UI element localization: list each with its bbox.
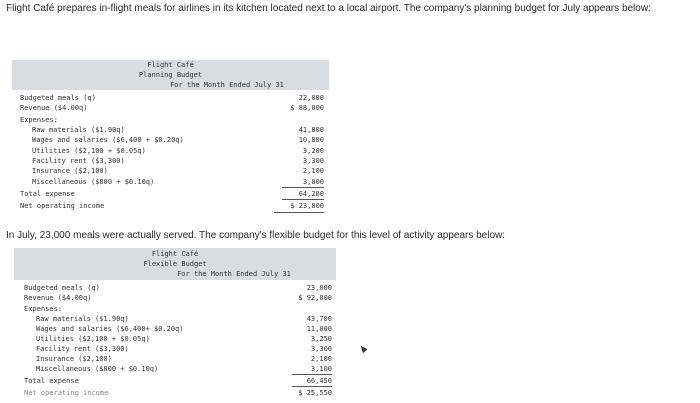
row-label: Wages and salaries ($6,400+ $0.20q) bbox=[36, 325, 184, 333]
row-label: Utilities ($2,100 + $0.05q) bbox=[36, 335, 150, 343]
row-value: $ 92,000 bbox=[298, 294, 332, 302]
row-value: 2,100 bbox=[310, 355, 332, 363]
row-value: 10,800 bbox=[298, 136, 324, 144]
row-label: Utilities ($2,100 + $0.05q) bbox=[32, 147, 146, 155]
row-label: Budgeted meals (q) bbox=[20, 94, 96, 102]
row-label: Raw materials ($1.90q) bbox=[36, 315, 129, 323]
row-value: 11,000 bbox=[306, 325, 332, 333]
row-label: Total expense bbox=[24, 377, 79, 385]
flexible-budget-title: Flight Café bbox=[151, 250, 199, 258]
row-label: Facility rent ($3,300) bbox=[32, 157, 125, 165]
row-value: 43,700 bbox=[306, 315, 332, 323]
row-label: Expenses: bbox=[24, 305, 62, 313]
row-label: Budgeted meals (q) bbox=[24, 284, 100, 292]
subtotal-rule bbox=[292, 374, 332, 375]
row-value: 3,300 bbox=[302, 157, 324, 165]
row-label: Facility rent ($3,300) bbox=[36, 345, 129, 353]
row-value: $ 88,000 bbox=[290, 104, 324, 112]
planning-budget-subtitle: Planning Budget bbox=[138, 71, 203, 79]
row-value: 3,100 bbox=[310, 365, 332, 373]
row-label: Net operating income bbox=[24, 389, 109, 397]
row-label: Insurance ($2,100) bbox=[36, 355, 112, 363]
row-value: 3,200 bbox=[302, 147, 324, 155]
row-label: Net operating income bbox=[20, 202, 105, 210]
row-value: 41,800 bbox=[298, 126, 324, 134]
row-value: $ 23,800 bbox=[290, 202, 324, 210]
row-value: 23,000 bbox=[306, 284, 332, 292]
flexible-budget-subtitle: Flexible Budget bbox=[143, 260, 207, 268]
planning-budget-period: For the Month Ended July 31 bbox=[170, 81, 284, 89]
row-value: $ 25,550 bbox=[298, 389, 332, 397]
flexible-budget-period: For the Month Ended July 31 bbox=[177, 270, 291, 278]
row-label: Miscellaneous ($800 + $0.10q) bbox=[36, 365, 159, 373]
middle-paragraph: In July, 23,000 meals were actually served. The company's flexible budget for this level of activity appears below: bbox=[6, 230, 506, 241]
row-value: 3,300 bbox=[310, 345, 332, 353]
row-label: Expenses: bbox=[20, 116, 58, 124]
row-label: Revenue ($4.00q) bbox=[20, 104, 88, 112]
total-rule bbox=[292, 386, 332, 387]
row-value: 3,250 bbox=[310, 335, 332, 343]
row-label: Total expense bbox=[20, 190, 75, 198]
row-value: 2,100 bbox=[302, 167, 324, 175]
row-label: Wages and salaries ($6,400 + $0.20q) bbox=[32, 136, 184, 144]
row-label: Raw materials ($1.90q) bbox=[32, 126, 125, 134]
row-value: 64,200 bbox=[298, 190, 324, 198]
planning-budget-title: Flight Café bbox=[147, 61, 194, 69]
row-label: Miscellaneous ($800 + $0.10q) bbox=[32, 178, 155, 186]
row-value: 66,450 bbox=[306, 377, 332, 385]
row-value: 3,000 bbox=[302, 178, 324, 186]
row-value: 22,000 bbox=[298, 94, 324, 102]
row-label: Insurance ($2,100) bbox=[32, 167, 108, 175]
row-label: Revenue ($4.00q) bbox=[24, 294, 92, 302]
intro-paragraph: Flight Café prepares in-flight meals for airlines in its kitchen located next to a local airport. The company's planning budget for July appears below: bbox=[6, 3, 651, 14]
